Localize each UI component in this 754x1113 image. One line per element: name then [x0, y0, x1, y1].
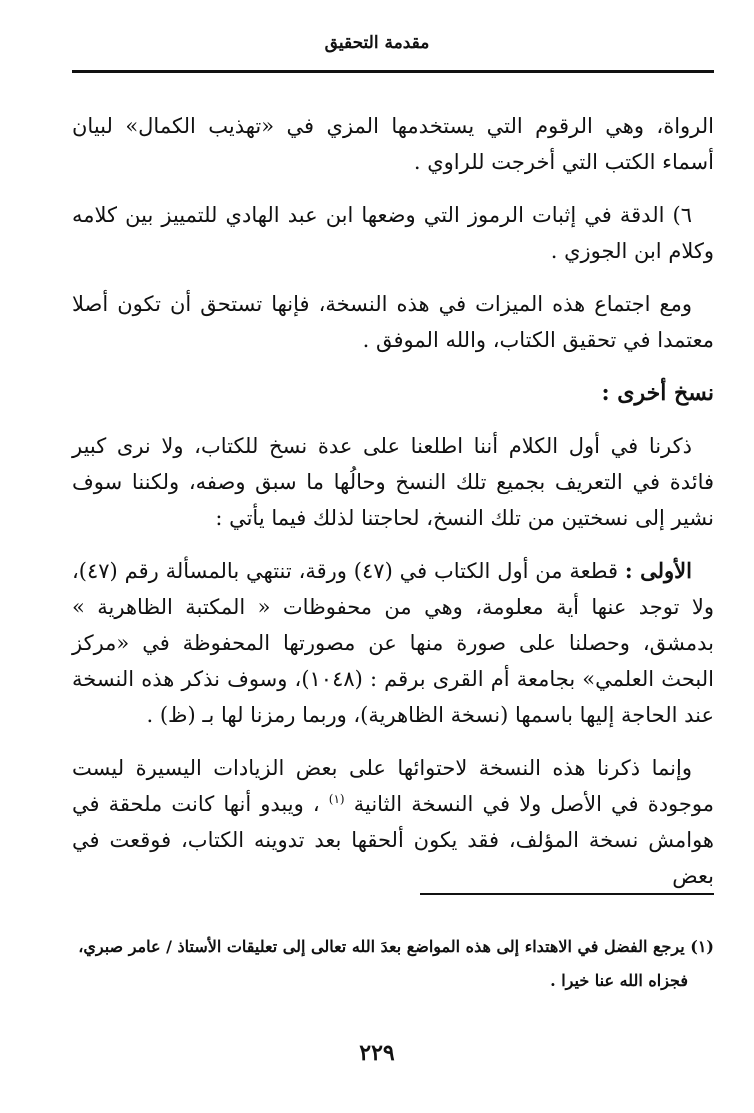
paragraph-conclusion: ومع اجتماع هذه الميزات في هذه النسخة، فإنها تستحق أن تكون أصلا معتمدا في تحقيق الكتاب، والله الموفق .: [72, 292, 714, 352]
header-rule: [72, 70, 714, 73]
paragraph-other-copies: ذكرنا في أول الكلام أننا اطلعنا على عدة نسخ للكتاب، ولا نرى كبير فائدة في التعريف بجميع تلك النسخ وحالُها ما سبق وصفه، ولكننا سوف نشير إلى نسختين من تلك النسخ، لحاجتنا لذلك فيما يأتي :: [72, 434, 714, 530]
running-title: مقدمة التحقيق: [324, 33, 430, 53]
footnote: [72, 930, 714, 998]
paragraph-narrators: الرواة، وهي الرقوم التي يستخدمها المزي في «تهذيب الكمال» لبيان أسماء الكتب التي أخرجت للراوي .: [72, 114, 714, 174]
paragraph-additions: [72, 750, 714, 894]
first-copy-label: الأولى :: [624, 558, 692, 583]
main-text: [72, 108, 714, 911]
footnote-reference: (١): [328, 792, 345, 806]
paragraph-symbols-accuracy: ٦) الدقة في إثبات الرموز التي وضعها ابن عبد الهادي للتمييز بين كلامه وكلام ابن الجوزي .: [72, 203, 714, 263]
first-copy-description: قطعة من أول الكتاب في (٤٧) ورقة، تنتهي بالمسألة رقم (٤٧)، ولا توجد عنها أية معلومة، وهي من محفوظات « المكتبة الظاهرية » بدمشق، وحصلنا على صورة منها عن مصورتها المحفوظة في «مركز البحث العلمي» بجامعة أم القرى برقم : (١٠٤٨)، وسوف نذكر هذه النسخة عند الحاجة إليها باسمها (نسخة الظاهرية)، وربما رمزنا لها بـ (ظ) .: [72, 559, 714, 727]
paragraph-first-copy: [72, 553, 714, 733]
footnote-line-2: فجزاه الله عنا خيرا .: [550, 971, 688, 990]
section-heading-other-copies: نسخ أخرى :: [601, 380, 714, 406]
additions-text-after: ، ويبدو أنها كانت ملحقة في هوامش نسخة المؤلف، فقد يكون ألحقها بعد تدوينه الكتاب، فوقعت في بعض: [72, 792, 714, 888]
additions-text-before: وإنما ذكرنا هذه النسخة لاحتوائها على بعض الزيادات اليسيرة ليست موجودة في الأصل ولا في النسخة الثانية: [72, 756, 714, 816]
page-number: ٢٢٩: [359, 1040, 395, 1066]
footnote-rule: [420, 893, 714, 895]
footnote-line-1: (١) يرجع الفضل في الاهتداء إلى هذه المواضع بعدَ الله تعالى إلى تعليقات الأستاذ / عامر صبري،: [78, 937, 714, 956]
